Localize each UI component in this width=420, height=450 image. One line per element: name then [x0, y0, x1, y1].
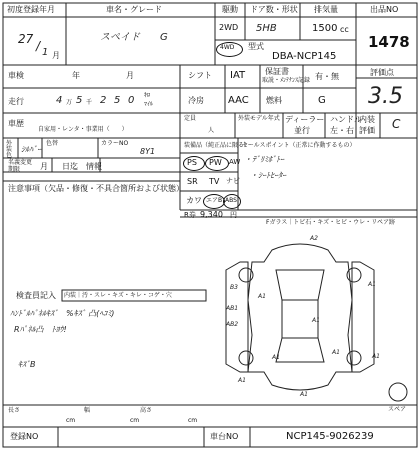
interior-label: 内装	[359, 115, 375, 124]
inspection-year-unit: 年	[72, 71, 80, 80]
shift-value: IAT	[230, 70, 246, 81]
prev-owner-label-2: 期限	[8, 166, 21, 173]
length-unit: cm	[66, 417, 76, 424]
score-label: 評価点	[370, 68, 394, 77]
equip-leather: カワ	[186, 196, 202, 205]
inspector-note-1: ﾊﾝﾄﾞﾙﾊﾟﾈﾙｷｽﾞ %ｷｽﾞ 凸(ﾍｺﾐ)	[10, 309, 115, 318]
prev-owner-label: 名義変更	[8, 159, 33, 166]
glass-label: Fガラス｜トビ石・キズ・ヒビ・ウレ・リペア跡	[266, 219, 396, 226]
mileage-digit-5: 0	[128, 95, 135, 106]
mileage-digit-1: 4	[56, 95, 63, 106]
first-reg-year: 27	[18, 32, 34, 46]
mileage-sep-1: 万	[66, 99, 73, 106]
diagram-mark-ab2: AB2	[226, 321, 239, 328]
drive-label: 駆動	[222, 5, 238, 14]
diagram-mark-a1-right: A1	[368, 281, 376, 288]
spare-label: スペア	[388, 406, 407, 413]
notes-title: 注意事項（欠品・修復・不具合箇所および状態）	[8, 184, 184, 193]
width-label: 幅	[84, 407, 91, 414]
body-type: 5HB	[256, 23, 277, 34]
ac-value: AAC	[228, 95, 249, 106]
model-label: 型式	[248, 42, 264, 51]
equipment-title: 装備品（純正品に限る）	[184, 142, 251, 149]
equip-aw: AW	[229, 158, 241, 166]
displacement-unit: cc	[340, 25, 349, 34]
door-label: ドア数・形状	[250, 5, 298, 14]
tax-value: 9,340	[200, 210, 223, 219]
mileage-digit-4: 5	[114, 95, 121, 106]
color-no-value: 8Y1	[140, 147, 156, 156]
steering-value: 左・右	[330, 126, 354, 135]
reg-no-label: 登録NO	[10, 432, 39, 441]
diagram-mark-a1-bottom-left: A1	[238, 377, 246, 384]
mileage-unit-km: ｷﾛ	[144, 92, 151, 99]
equip-pw: PW	[209, 158, 222, 167]
capacity-unit: 人	[208, 127, 215, 134]
grade: G	[160, 32, 168, 43]
mileage-unit-mile: ﾏｲﾙ	[144, 101, 154, 108]
ac-label: 冷房	[188, 96, 204, 105]
diagram-mark-a1-left-rear: A1	[272, 354, 280, 361]
fuel-value: G	[318, 95, 326, 106]
lot-number: 1478	[368, 33, 410, 51]
mileage-sep-2: 千	[86, 99, 93, 106]
color-label: 外装色	[6, 140, 13, 159]
steering-label: ハンドル	[330, 115, 362, 124]
diagram-mark-b3: B3	[230, 284, 238, 291]
height-unit: cm	[188, 417, 198, 424]
tax-label: R券	[184, 211, 196, 219]
length-label: 長さ	[8, 407, 21, 414]
warranty-sub: 取説・ﾒﾝﾃﾅﾝｽ記録	[262, 77, 311, 84]
chassis-label: 車台NO	[210, 432, 239, 441]
equip-abs: ABS	[225, 197, 237, 204]
sales-points-title: セールスポイント（正常に作動するもの）	[242, 142, 356, 149]
recolor-label: 色替	[46, 140, 59, 147]
equip-navi: ナビ	[226, 177, 240, 185]
interior-label-2: 評価	[359, 126, 375, 135]
chassis-value: NCP145-9026239	[286, 431, 374, 442]
inspection-label: 車検	[8, 71, 24, 80]
warranty-label: 保証書	[265, 67, 289, 76]
equip-sr: SR	[187, 177, 198, 186]
car-name: スペイド	[100, 32, 140, 43]
inspector-options: 内装｜汚・スレ・キズ・キレ・コゲ・穴	[64, 292, 172, 299]
mileage-label: 走行	[8, 97, 24, 106]
first-reg-slash: /	[36, 39, 41, 53]
shift-label: シフト	[188, 71, 212, 80]
delivery-label: 日迄	[62, 162, 78, 171]
diagram-mark-a1-roof: A1	[312, 317, 320, 324]
mileage-digit-3: 2	[100, 95, 107, 106]
color-model-label: 外装モデル年式	[238, 115, 280, 122]
width-unit: cm	[130, 417, 140, 424]
first-reg-label: 初度登録年月	[7, 5, 55, 14]
inspector-note-2: Rﾊﾟﾈﾙ凸 ﾄﾖｳ!	[14, 325, 67, 334]
sales-point-1: ・ﾃﾞﾘﾐﾎﾞﾄｰ	[244, 155, 284, 164]
equip-airbag: エアB	[206, 197, 223, 204]
equip-tv: TV	[209, 177, 220, 186]
diagram-mark-a1-right-rear: A1	[372, 353, 380, 360]
color-value: ｼﾙﾊﾞｰ	[21, 145, 41, 154]
history-options: 自家用・レンタ・事業用（ ）	[38, 126, 128, 133]
score-value: 3.5	[368, 84, 403, 109]
color-no-label: カラーNO	[101, 140, 129, 147]
dealer-label: ディーラー	[285, 115, 325, 124]
equip-ps: PS	[187, 158, 197, 167]
fuel-label: 燃料	[266, 96, 282, 105]
diagram-mark-a2: A2	[310, 235, 318, 242]
mileage-digit-2: 5	[76, 95, 83, 106]
model-value: DBA-NCP145	[272, 51, 337, 62]
interior-value: C	[392, 117, 401, 131]
inspection-month-unit: 月	[126, 71, 134, 80]
tax-unit: 円	[230, 211, 237, 219]
capacity-label: 定員	[184, 115, 197, 122]
displacement-value: 1500	[312, 23, 338, 34]
diagram-mark-ab1: AB1	[226, 305, 239, 312]
diagram-mark-a1-bottom: A1	[300, 391, 308, 398]
inspector-label: 検査員記入	[16, 291, 56, 300]
height-label: 高さ	[140, 407, 153, 414]
lot-label: 出品NO	[370, 5, 399, 14]
sales-point-2: ・ｼｰﾄﾋｰﾀｰ	[250, 171, 286, 180]
displacement-label: 排気量	[314, 5, 338, 14]
diagram-mark-a1-rear: A1	[332, 349, 340, 356]
date-month-label: 月	[40, 162, 48, 171]
name-grade-label: 車名・グレード	[106, 5, 162, 14]
diagram-mark-a1-hood: A1	[258, 293, 266, 300]
drive-4wd: 4WD	[220, 44, 235, 51]
inspector-note-3: ｷｽﾞB	[18, 360, 36, 369]
dealer-value: 並行	[294, 126, 310, 135]
warranty-value: 有・無	[315, 72, 339, 81]
first-reg-month: 1	[42, 47, 49, 58]
first-reg-month-unit: 月	[52, 51, 60, 60]
info-label: 情報	[86, 162, 102, 171]
history-label: 車歴	[8, 119, 24, 128]
drive-2wd: 2WD	[219, 23, 239, 32]
